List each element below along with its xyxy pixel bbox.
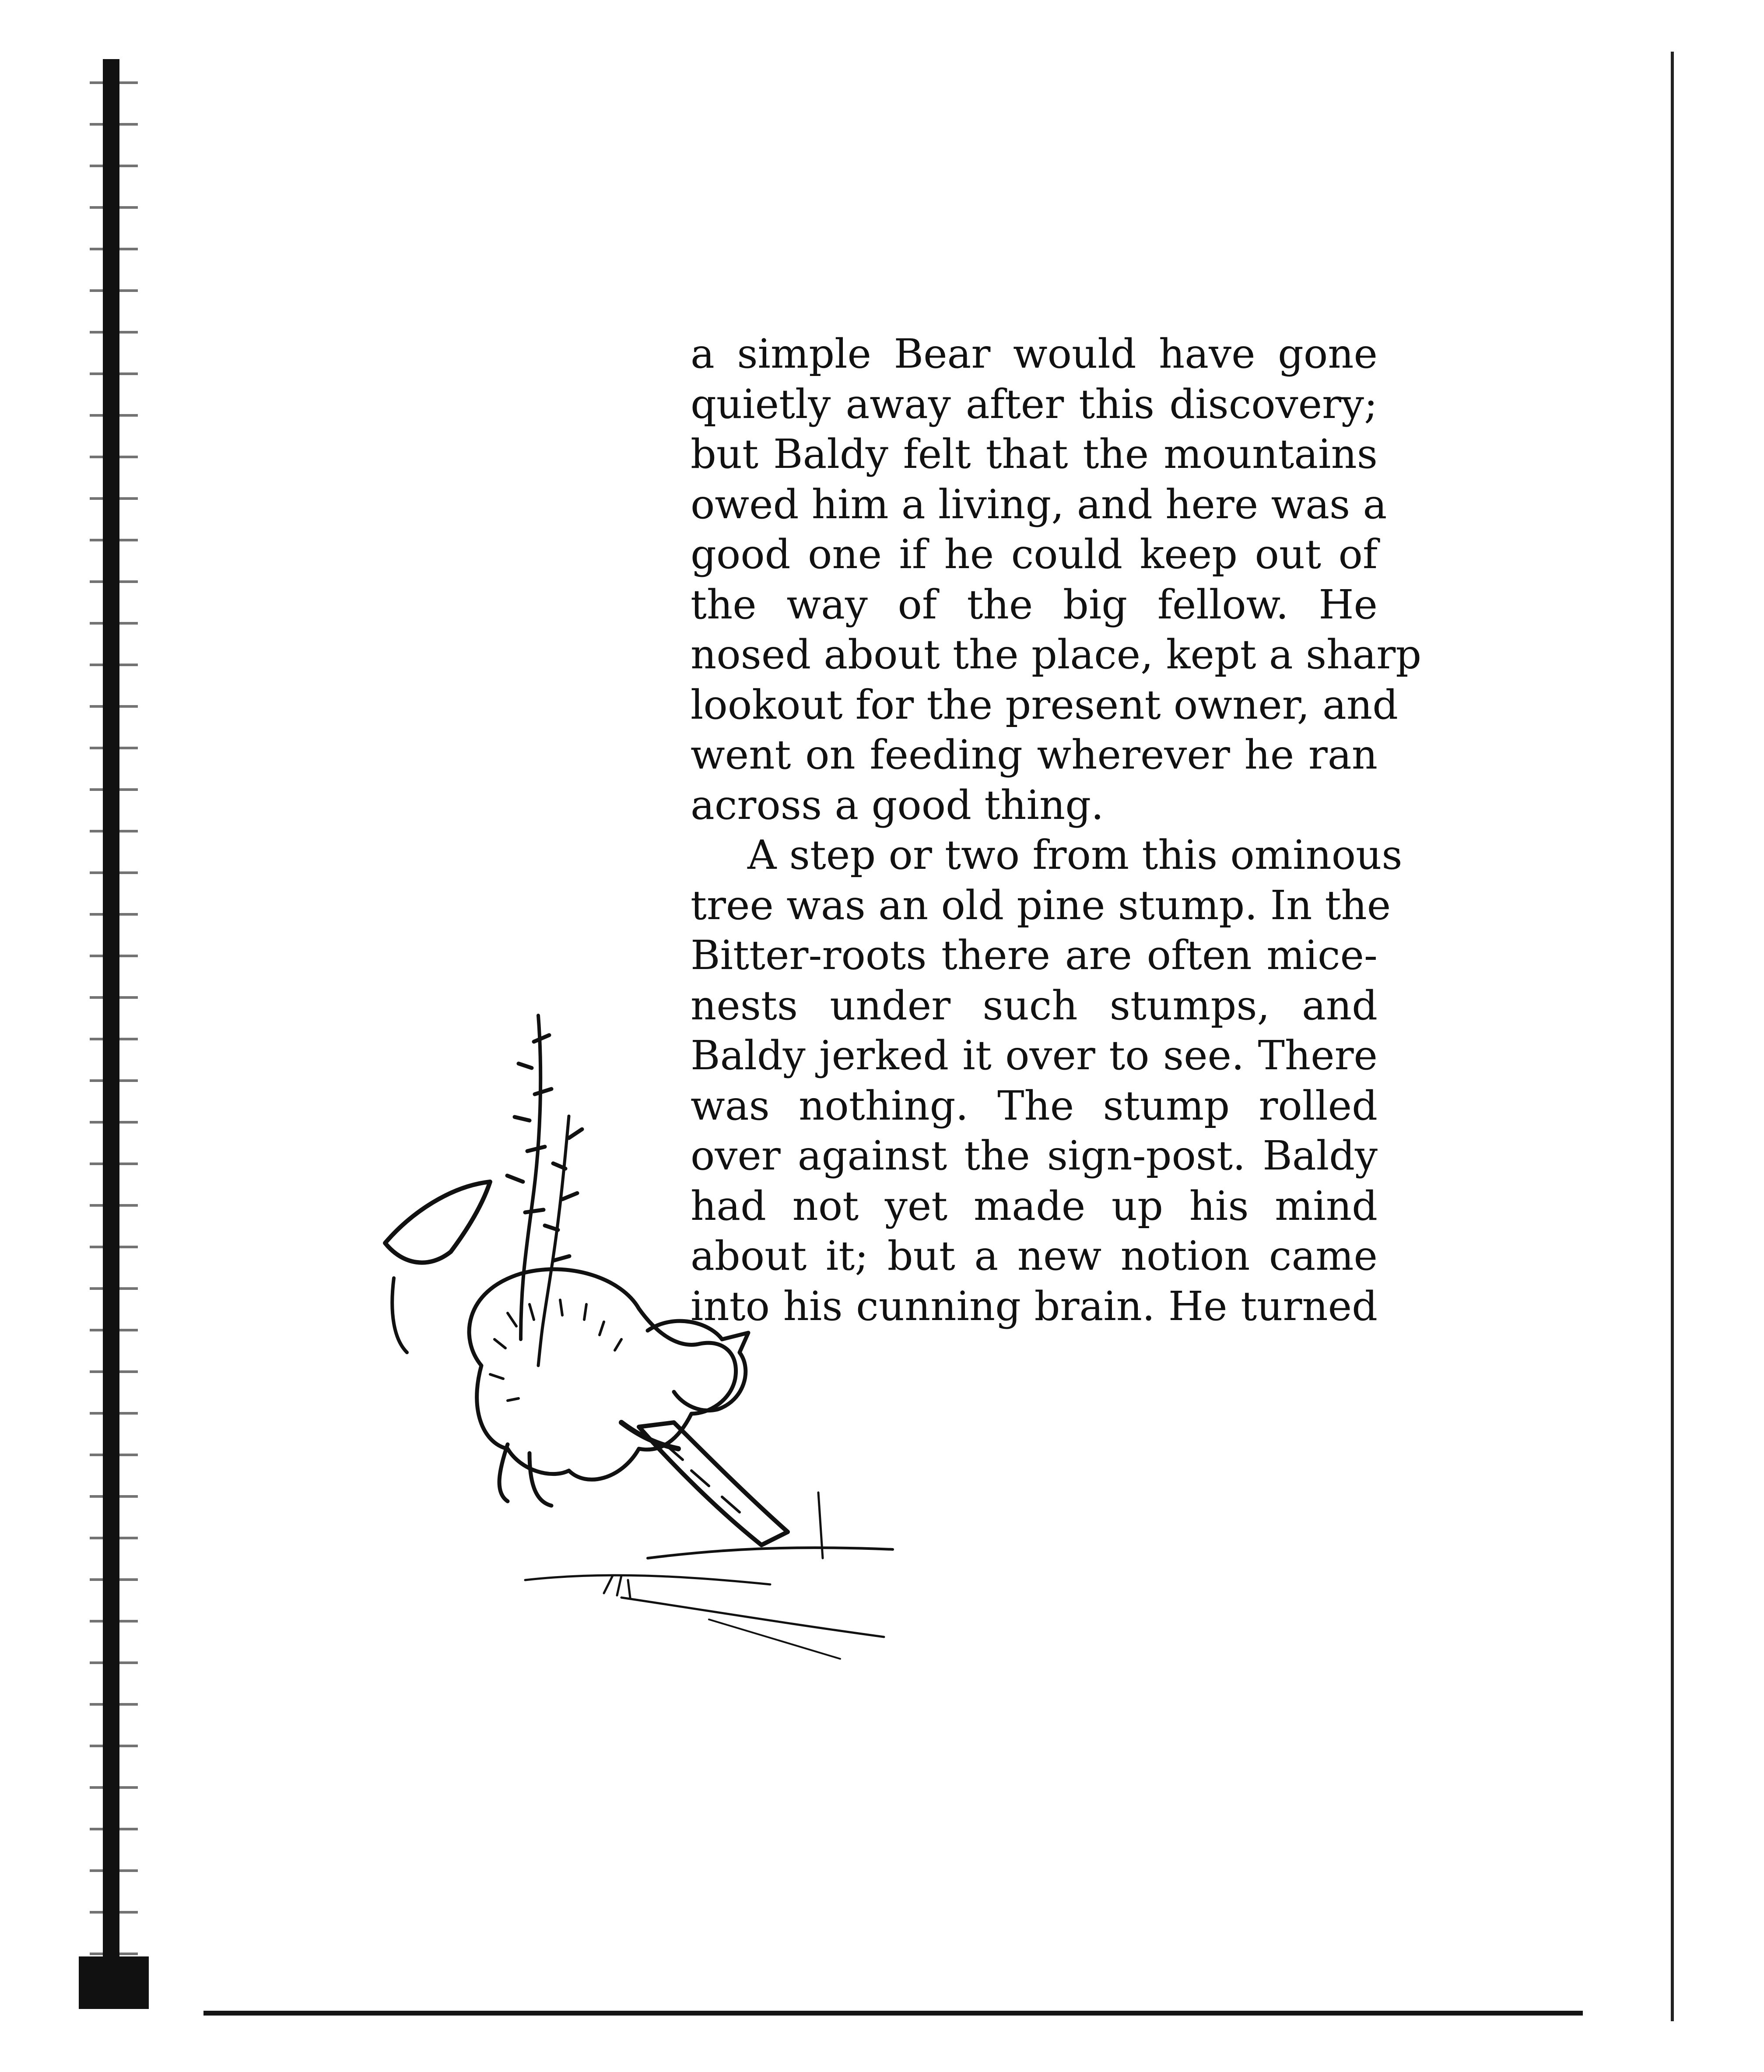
text-line: Baldy jerked it over to see. There bbox=[691, 1032, 1378, 1079]
text-line: across a good thing. bbox=[691, 781, 1104, 829]
text-line: was nothing. The stump rolled bbox=[691, 1082, 1378, 1129]
text-line: A step or two from this ominous bbox=[747, 832, 1403, 878]
text-line: owed him a living, and here was a bbox=[691, 481, 1387, 528]
scan-corner-mark bbox=[79, 1956, 149, 2009]
text-line: went on feeding wherever he ran bbox=[691, 731, 1378, 778]
bear-body bbox=[469, 1269, 736, 1479]
text-line: nests under such stumps, and bbox=[691, 982, 1378, 1029]
text-line: about it; but a new notion came bbox=[691, 1233, 1378, 1279]
text-line: nosed about the place, kept a sharp bbox=[691, 631, 1422, 678]
scanned-page-left-edge bbox=[103, 59, 119, 2002]
stump-log bbox=[639, 1422, 788, 1545]
ground-line bbox=[525, 1575, 770, 1584]
text-line: a simple Bear would have gone bbox=[691, 330, 1378, 377]
text-line: good one if he could keep out of bbox=[691, 531, 1378, 578]
text-line: tree was an old pine stump. In the bbox=[691, 881, 1391, 929]
text-line: into his cunning brain. He turned bbox=[691, 1282, 1378, 1330]
ground-line bbox=[648, 1548, 893, 1558]
scanned-page-right-edge bbox=[1671, 52, 1674, 2021]
text-line: Bitter-roots there are often mice- bbox=[691, 932, 1378, 979]
text-line: quietly away after this discovery; bbox=[691, 380, 1378, 428]
bear-rolling-stump-illustration bbox=[376, 1007, 928, 1707]
ground-line bbox=[621, 1598, 884, 1637]
ground-grass bbox=[604, 1576, 630, 1598]
plant-stalk bbox=[538, 1116, 569, 1366]
text-line: over against the sign-post. Baldy bbox=[691, 1132, 1378, 1179]
text-line: but Baldy felt that the mountains bbox=[691, 431, 1378, 478]
ground-line bbox=[709, 1619, 840, 1659]
bear-fur bbox=[490, 1300, 621, 1401]
text-line: lookout for the present owner, and bbox=[691, 681, 1399, 728]
text-line: had not yet made up his mind bbox=[691, 1182, 1378, 1229]
page-bottom-rule bbox=[203, 2011, 1583, 2016]
rock bbox=[392, 1278, 407, 1352]
plant-leaves bbox=[507, 1035, 582, 1261]
rock bbox=[385, 1182, 490, 1263]
text-line: the way of the big fellow. He bbox=[691, 581, 1378, 628]
